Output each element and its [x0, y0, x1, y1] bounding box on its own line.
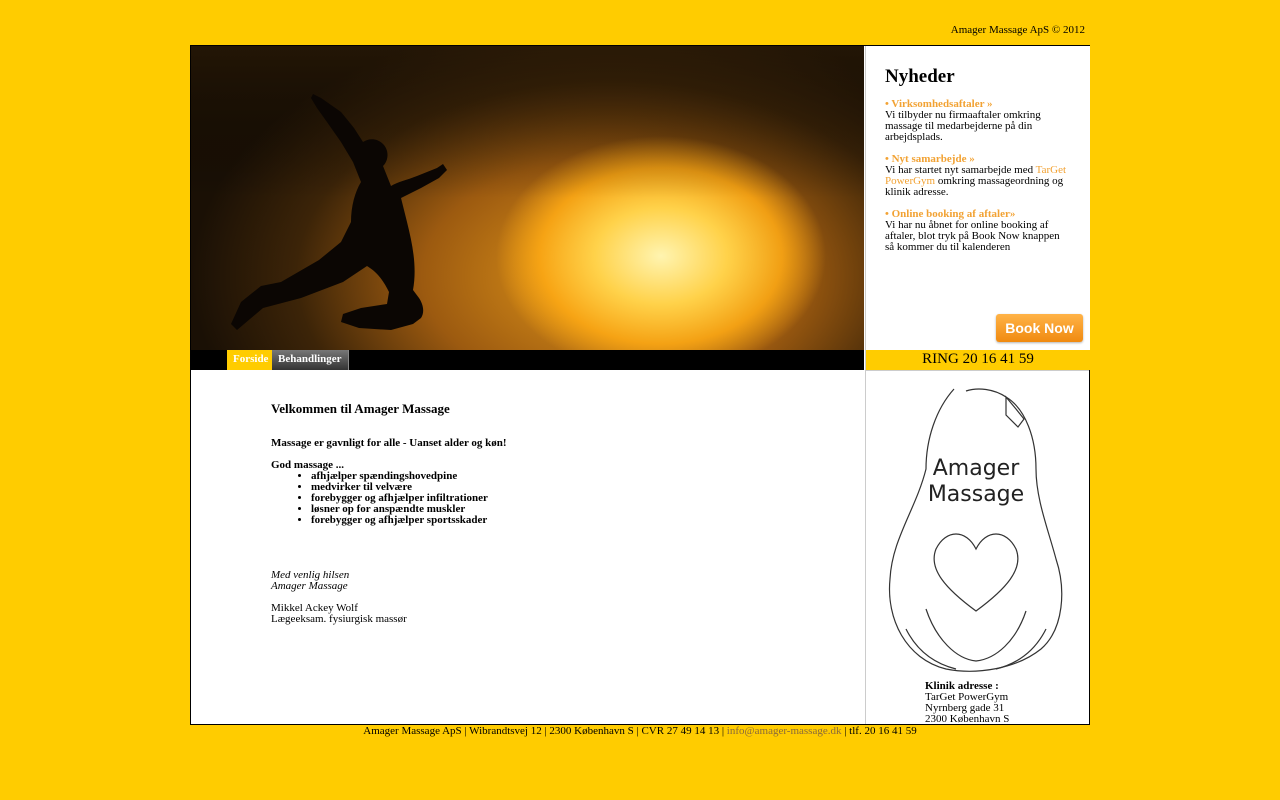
book-now-button[interactable]: Book Now — [996, 314, 1083, 342]
footer-phone: | tlf. 20 16 41 59 — [841, 725, 917, 737]
list-item: • afhjælper spændingshovedpine — [311, 471, 831, 482]
right-column — [865, 371, 1090, 724]
greeting-line2: Amager Massage — [271, 580, 348, 592]
list-heading: God massage ... — [271, 459, 345, 471]
page-title: Velkommen til Amager Massage — [271, 401, 450, 416]
news-item — [885, 209, 1071, 253]
news-panel — [865, 46, 1090, 350]
address-line: TarGet PowerGym — [925, 691, 1009, 703]
benefits-list — [271, 471, 831, 526]
clinic-address — [925, 681, 1009, 725]
main-content — [271, 403, 831, 625]
phone-banner: RING 20 16 41 59 — [865, 350, 1090, 370]
news-item-text: Vi har nu åbnet for online booking af aftaler, blot tryk på Book Now knappen så kommer du til kalenderen — [885, 219, 1060, 253]
news-item-text — [885, 165, 1071, 198]
tab-forside[interactable]: Forside — [227, 350, 275, 370]
nav-bar — [191, 350, 864, 370]
news-item — [885, 99, 1071, 143]
news-list — [885, 99, 1071, 264]
logo-text-line2: Massage — [927, 482, 1025, 507]
list-item: • forebygger og afhjælper infiltrationer — [311, 493, 831, 504]
news-text-before: Vi har startet nyt samarbejde med — [885, 164, 1036, 176]
footer-text: Amager Massage ApS | Wibrandtsvej 12 | 2300 København S | CVR 27 49 14 13 | — [363, 725, 727, 737]
intro-text: Massage er gavnligt for alle - Uanset alder og køn! — [271, 437, 507, 449]
footer — [190, 725, 1090, 737]
copyright: Amager Massage ApS © 2012 — [950, 24, 1085, 36]
news-title: Nyheder — [885, 66, 955, 87]
greeting-line1: Med venlig hilsen — [271, 569, 350, 581]
address-heading: Klinik adresse : — [925, 680, 999, 692]
news-text-after: omkring massageordning og klinik adresse. — [885, 175, 1064, 198]
tab-behandlinger[interactable]: Behandlinger — [272, 350, 349, 370]
logo-text-line1: Amager — [932, 456, 1020, 481]
address-line: 2300 København S — [925, 713, 1010, 725]
email-link[interactable]: info@amager-massage.dk — [726, 725, 842, 737]
news-item-text: Vi tilbyder nu firmaaftaler omkring massage til medarbejderne på din arbejdsplads. — [885, 109, 1041, 143]
list-item: • medvirker til velvære — [311, 482, 831, 493]
logo-icon — [866, 379, 1090, 679]
news-item-link-booking[interactable]: • Online booking af aftaler» — [885, 208, 1016, 220]
author-role: Lægeeksam. fysiurgisk massør — [271, 613, 407, 625]
hero-image — [191, 46, 864, 350]
news-item-link-samarbejde[interactable]: • Nyt samarbejde » — [885, 153, 975, 165]
page-frame — [190, 45, 1090, 725]
news-item-link-virksomhedsaftaler[interactable]: • Virksomhedsaftaler » — [885, 98, 993, 110]
list-item: • forebygger og afhjælper sportsskader — [311, 515, 831, 526]
jumping-silhouette-icon — [191, 46, 864, 350]
address-line: Nyrnberg gade 31 — [925, 702, 1005, 714]
powergym-link[interactable]: TarGet PowerGym — [885, 164, 1067, 187]
news-item — [885, 154, 1071, 198]
author-name: Mikkel Ackey Wolf — [271, 602, 358, 614]
list-item: • løsner op for anspændte muskler — [311, 504, 831, 515]
